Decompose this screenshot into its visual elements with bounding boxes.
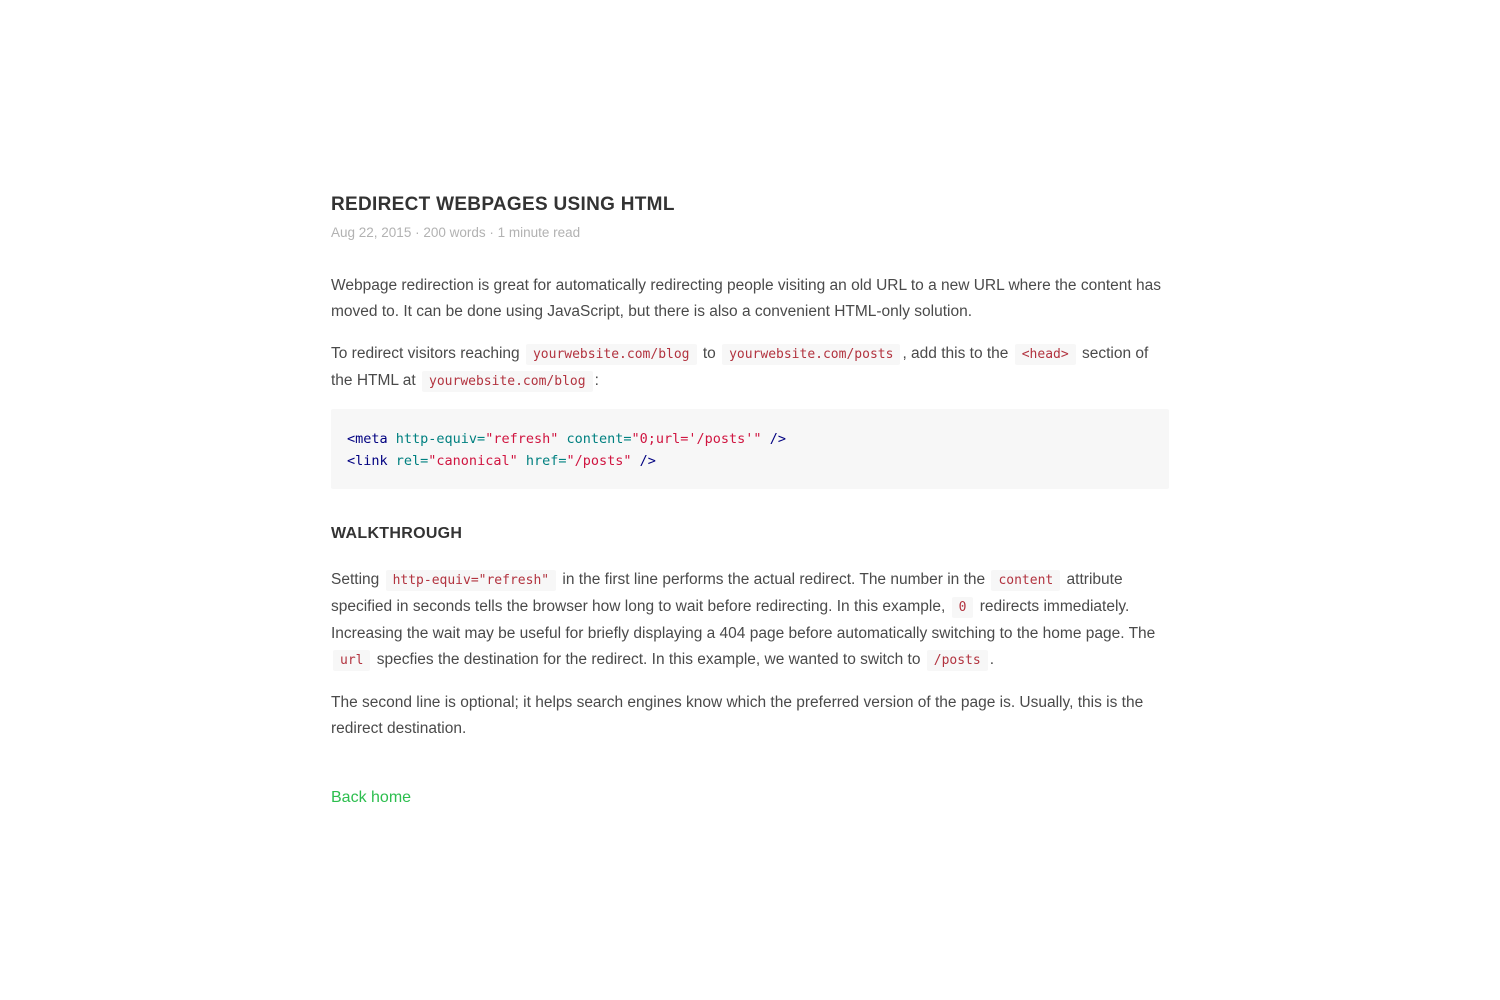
code-token: "0;url='/posts'": [631, 431, 762, 447]
inline-code: yourwebsite.com/blog: [422, 371, 593, 392]
code-token: <link: [347, 453, 388, 469]
code-token: />: [769, 431, 786, 447]
post-meta: Aug 22, 2015 · 200 words · 1 minute read: [331, 225, 581, 240]
walkthrough-paragraph-2: The second line is optional; it helps search engines know which the preferred version of the page is. Usually, this is the redirect destination.: [331, 694, 1144, 737]
article-container: [331, 0, 1169, 928]
inline-code: http-equiv="refresh": [386, 570, 557, 591]
redirect-instructions-paragraph: To redirect visitors reaching yourwebsite.com/blog to yourwebsite.com/posts , add this to the <head> section of the HTML at yourwebsite.com/blog :: [331, 341, 1169, 395]
inline-code: /posts: [927, 650, 988, 671]
inline-code: yourwebsite.com/blog: [526, 344, 697, 365]
code-token: <meta: [347, 431, 388, 447]
inline-code: <head>: [1015, 344, 1076, 365]
walkthrough-paragraph-1: Setting http-equiv="refresh" in the first line performs the actual redirect. The number in the content attribute specified in seconds tells the browser how long to wait before redirecting. In this example, 0 redirects immediately. Increasing the wait may be useful for briefly displaying a 404 page before automatically switching to the home page. The url specfies the destination for the redirect. In this example, we wanted to switch to /posts .: [331, 567, 1169, 674]
code-token: [632, 453, 640, 469]
inline-code: yourwebsite.com/posts: [722, 344, 900, 365]
code-token: http-equiv=: [395, 431, 486, 447]
code-token: [388, 453, 396, 469]
code-token: content=: [566, 431, 632, 447]
code-block: [331, 409, 1169, 489]
code-token: rel=: [395, 453, 429, 469]
code-token: "/posts": [566, 453, 632, 469]
inline-code: content: [991, 570, 1060, 591]
intro-paragraph: Webpage redirection is great for automatically redirecting people visiting an old URL to a new URL where the content has moved to. It can be done using JavaScript, but there is also a convenient HTML-only solution.: [331, 277, 1161, 320]
code-token: [518, 453, 526, 469]
code-token: href=: [525, 453, 567, 469]
inline-code: url: [333, 650, 370, 671]
code-token: "refresh": [485, 431, 559, 447]
code-token: [762, 431, 770, 447]
page-title: REDIRECT WEBPAGES USING HTML: [331, 194, 675, 215]
code-token: />: [639, 453, 656, 469]
walkthrough-heading: WALKTHROUGH: [331, 525, 463, 542]
inline-code: 0: [952, 597, 974, 618]
code-token: "canonical": [428, 453, 518, 469]
code-token: [388, 431, 396, 447]
code-line: [347, 428, 1153, 450]
back-home-link[interactable]: Back home: [331, 789, 412, 806]
code-line: [347, 450, 1153, 472]
